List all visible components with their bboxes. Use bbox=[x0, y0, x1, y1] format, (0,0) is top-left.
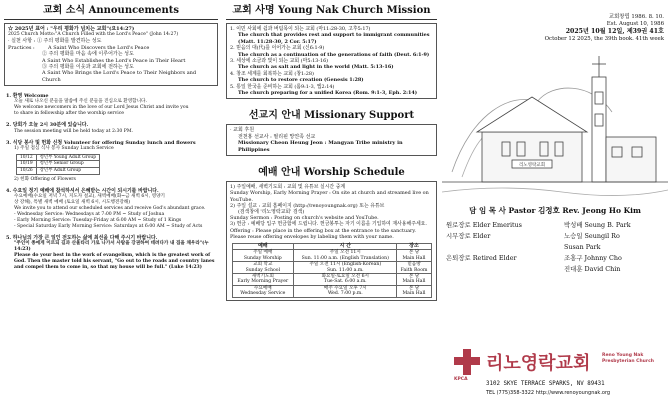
table-row: 10/19 청년부 Senior Group bbox=[17, 161, 100, 168]
table-row: 10/26 장년부 Adult Group bbox=[17, 168, 100, 175]
table-row: 수요예배 Wednesday Service 매주 수요일 오후 7시 Wed. 7:00 p.m. 본 당 Main Hall bbox=[232, 285, 431, 297]
session-heading: 2. 당회가 오늘 2시 30분에 있습니다. bbox=[6, 122, 89, 129]
staff-row: 진대훈 David Chin bbox=[564, 265, 621, 273]
table-row: 새벽기도회 Early Morning Prayer 화요일-토요일 오전 6시 Tue-Sat. 6:00 a.m. 본 당 Main Hall bbox=[232, 273, 431, 285]
announcements-column: 교회 소식 Announcements ☆ 2025년 표어 : "우리 평화가 넘치는 교회"(요14:27) 2025 Church Motto:"A Church Filled with the Lord's Peace" (John 14:27) · 실천 사항 : ① 주의 평화를 발견하는 성도 Practices : A Saint Who Discovers the Lord's Peace ② 주의 평화를 마음 속에 이루어가는 성도 A Saint Who Establishes the Lord's Peace in Their Heart ③ 주의 평화를 이웃과 교회에 전하는 성도 A Saint Who Brings the Lord's Peace to Their Neighbors and Church 1. 환영 Welcome 오늘 새로 나오신 분들을 말씀에 주신 분들을 진심으로 환영합니다. We welcome newcomers in the love of our Lord Jesus Christ and invite you to share in fellowship after the worship service 2. 당회가 오늘 2시 30분에 있습니다. The session meeting will be held today at 2:30 PM. 3. 식당 봉사 및 헌화 신청 Volunteer for offering Sunday lunch and flowers 1) 주일 점심 식사 봉사 Sunday Lunch Service 10/12 청년부 Young Adult Group 10/19 청년부 Senior Group 10/26 장년부 Adult Group 2) 헌화 Offering of Flowers 4. 수요일 정기 예배에 참석하셔서 은혜받는 시간이 되시기를 바랍니다. 수요예배(수요일 저녁 7시, 지도자 설교), 새벽예배(화~금 새벽 6시, 영양기 상 강해), 특별 새벽 예배 (토요일 새벽 6시, 시도행전강해) We invite you to attend our scheduled services and receive God's abundant grace. - Wednesday Service: Wednesdays at 7:00 PM ~ Study of Joshua - Early Morning Service: Tuesday-Friday at 6:00 AM ~ Study of 1 Kings - Special Saturday Early Morning Service: Saturdays at 6:00 AM ~ Study of Acts 5. 하나님의 가장 큰 일인 전도하는 삶에 최선을 다해 주시기 바랍니다. "주인이 종에게 이르되 길과 산울타리 가로 나가서 사람을 강권하여 데려다가 내 집을 채우라"(누14:23) Please do your best in the work of evangelism, which is the greatest work of God. Then the master told his servant, "Go out to the roads and country lanes and compel them to come in, so that my house will be full." (Luke 14:23) bbox=[4, 0, 218, 407]
announcements-title: 교회 소식 Announcements bbox=[42, 5, 180, 16]
lunch-table bbox=[16, 154, 100, 175]
kpca-label: KPCA bbox=[454, 377, 468, 382]
worship-title: 예배 안내 Worship Schedule bbox=[258, 167, 405, 179]
staff-list bbox=[446, 220, 664, 275]
table-row: 주일 예배 Sunday Worship 주일 오전 11시 Sun. 11:00 a.m. (English Translation) 본 당 Main Hall bbox=[232, 250, 431, 262]
church-name-en: Reno Young Nak Presbyterian Church bbox=[602, 353, 654, 364]
staff-row: Susan Park bbox=[564, 243, 601, 251]
mission-column bbox=[226, 0, 437, 407]
table-row: 10/12 청년부 Young Adult Group bbox=[17, 154, 100, 161]
church-name: 리노영락교회 bbox=[486, 353, 591, 374]
evangelism-heading: 5. 하나님의 가장 큰 일인 전도하는 삶에 최선을 다해 주시기 바랍니다. bbox=[6, 234, 158, 241]
kpca-cross-icon bbox=[452, 347, 482, 377]
pastor-line: 담 임 목 사 Pastor 김정호 Rev. Jeong Ho Kim bbox=[469, 206, 641, 215]
church-address: 3102 SKYE TERRACE SPARKS, NV 89431 bbox=[486, 381, 605, 387]
missionary-box: · 교회 후원 전천홍 선교사 : 필리핀 망얀족 선교 Missionary Cheon Heung Jeon : Mangyan Tribe ministry in Philippines bbox=[226, 124, 437, 156]
worship-box: 1) 주일예배, 새벽기도회 : 교회 및 유튜브 실시간 중계 Sunday Worship, Early Morning Prayer : On site at church and streamed live on YouTube. 2) 주일 설교 : 교회 홈페이지 (http://renoyoungnak.org) 또는 유튜브 (검색창에 '리노영락교회' 검색) Sunday Sermon : Posting on church's website and YouTube. 3) 헌금 : 예배당 입구 헌금함에 드립니다. 헌금봉투는 자기 이름을 기입하여 재사용해주세요. Offering : Please place in the offering box at the entrance to the sanctuary. Please reuse offering envelopes by labeling them with your name. 예배 시 간 장소 주일 예배 Sunday Worship 주일 오전 11시 Sun. 11:00 a.m. (English Translation) 본 당 Main Hall 교회 학교 Sunday School 주일 오전 11시 (English·Korean) Sun. 11:00 a.m. 믿음방 Faith Room 새벽기도회 Early Morning Prayer 화요일-토요일 오전 6시 Tue-Sat. 6:00 a.m. 본 당 Main Hall 수요예배 Wednesday Service 매주 수요일 오후 7시 Wed. 7:00 p.m. 본 당 Main Hall bbox=[226, 181, 437, 300]
church-building-illustration bbox=[442, 52, 668, 202]
church-logo-block bbox=[446, 345, 664, 405]
staff-row: 시무장로 Elder 노승일 Seungil Ro bbox=[446, 232, 620, 240]
mission-title: 교회 사명 Young Nak Church Mission bbox=[232, 5, 431, 16]
mission-box: 1. 이민 사회에 쉼과 버팀목이 되는 교회 (마11:28-30, 고후5:17) The church that provides rest and support to immigrant communities (Matt. 11:28-30, 2 Cor. 5:17) 2. 믿음의 대(代)를 이어가는 교회 (신6:1-9) The church as a continuation of the generations of faith (Deut. 6:1-9) 3. 세상에 소금과 빛이 되는 교회 (마5:13-16) The church as salt and light in the world (Matt. 5:13-16) 4. 창조 세계를 회복하는 교회 (창1:28) The church to restore creation (Genesis 1:28) 5. 통일 한국을 준비하는 교회 (롬9:1-3, 엡2:14) The church preparing for a unified Korea (Rom. 9:1-3, Eph. 2:14) bbox=[226, 23, 437, 99]
staff-row: 은퇴장로 Retired Elder 조홍구 Johnny Cho bbox=[446, 254, 622, 262]
volunteer-heading: 3. 식당 봉사 및 헌화 신청 Volunteer for offering Sunday lunch and flowers bbox=[6, 139, 196, 146]
worship-schedule-table: 예배 시 간 장소 주일 예배 Sunday Worship 주일 오전 11시 Sun. 11:00 a.m. (English Translation) 본 당 Main Hall 교회 학교 Sunday School 주일 오전 11시 (English·Korean) Sun. 11:00 a.m. 믿음방 Faith Room 새벽기도회 Early Morning Prayer 화요일-토요일 오전 6시 Tue-Sat. 6:00 a.m. 본 당 Main Hall 수요예배 Wednesday Service 매주 수요일 오후 7시 Wed. 7:00 p.m. 본 당 Main Hall bbox=[232, 243, 432, 298]
welcome-heading: 1. 환영 Welcome bbox=[6, 93, 49, 100]
cover-column bbox=[442, 0, 668, 407]
staff-row: 원로장로 Elder Emeritus 박성배 Seung B. Park bbox=[446, 221, 631, 229]
sign-text: 리노영락교회 bbox=[518, 163, 546, 168]
church-contact: TEL (775)358-3322 http://www.renoyoungnak.org bbox=[486, 390, 611, 396]
services-heading: 4. 수요일 정기 예배에 참석하셔서 은혜받는 시간이 되시기를 바랍니다. bbox=[6, 187, 159, 194]
table-row: 교회 학교 Sunday School 주일 오전 11시 (English·Korean) Sun. 11:00 a.m. 믿음방 Faith Room bbox=[232, 262, 431, 274]
bulletin-info: 교회창립 1986. 8. 10. Est. August 10, 1986 2025년 10월 12일, 제39권 41호 October 12 2025, the 39th book. 41th week bbox=[544, 14, 664, 42]
church-motto-box: ☆ 2025년 표어 : "우리 평화가 넘치는 교회"(요14:27) 2025 Church Motto:"A Church Filled with the Lord's Peace" (John 14:27) · 실천 사항 : ① 주의 평화를 발견하는 성도 Practices : A Saint Who Discovers the Lord's Peace ② 주의 평화를 마음 속에 이루어가는 성도 A Saint Who Establishes the Lord's Peace in Their Heart ③ 주의 평화를 이웃과 교회에 전하는 성도 A Saint Who Brings the Lord's Peace to Their Neighbors and Church bbox=[4, 23, 218, 86]
missionary-title: 선교지 안내 Missionary Support bbox=[248, 110, 415, 122]
